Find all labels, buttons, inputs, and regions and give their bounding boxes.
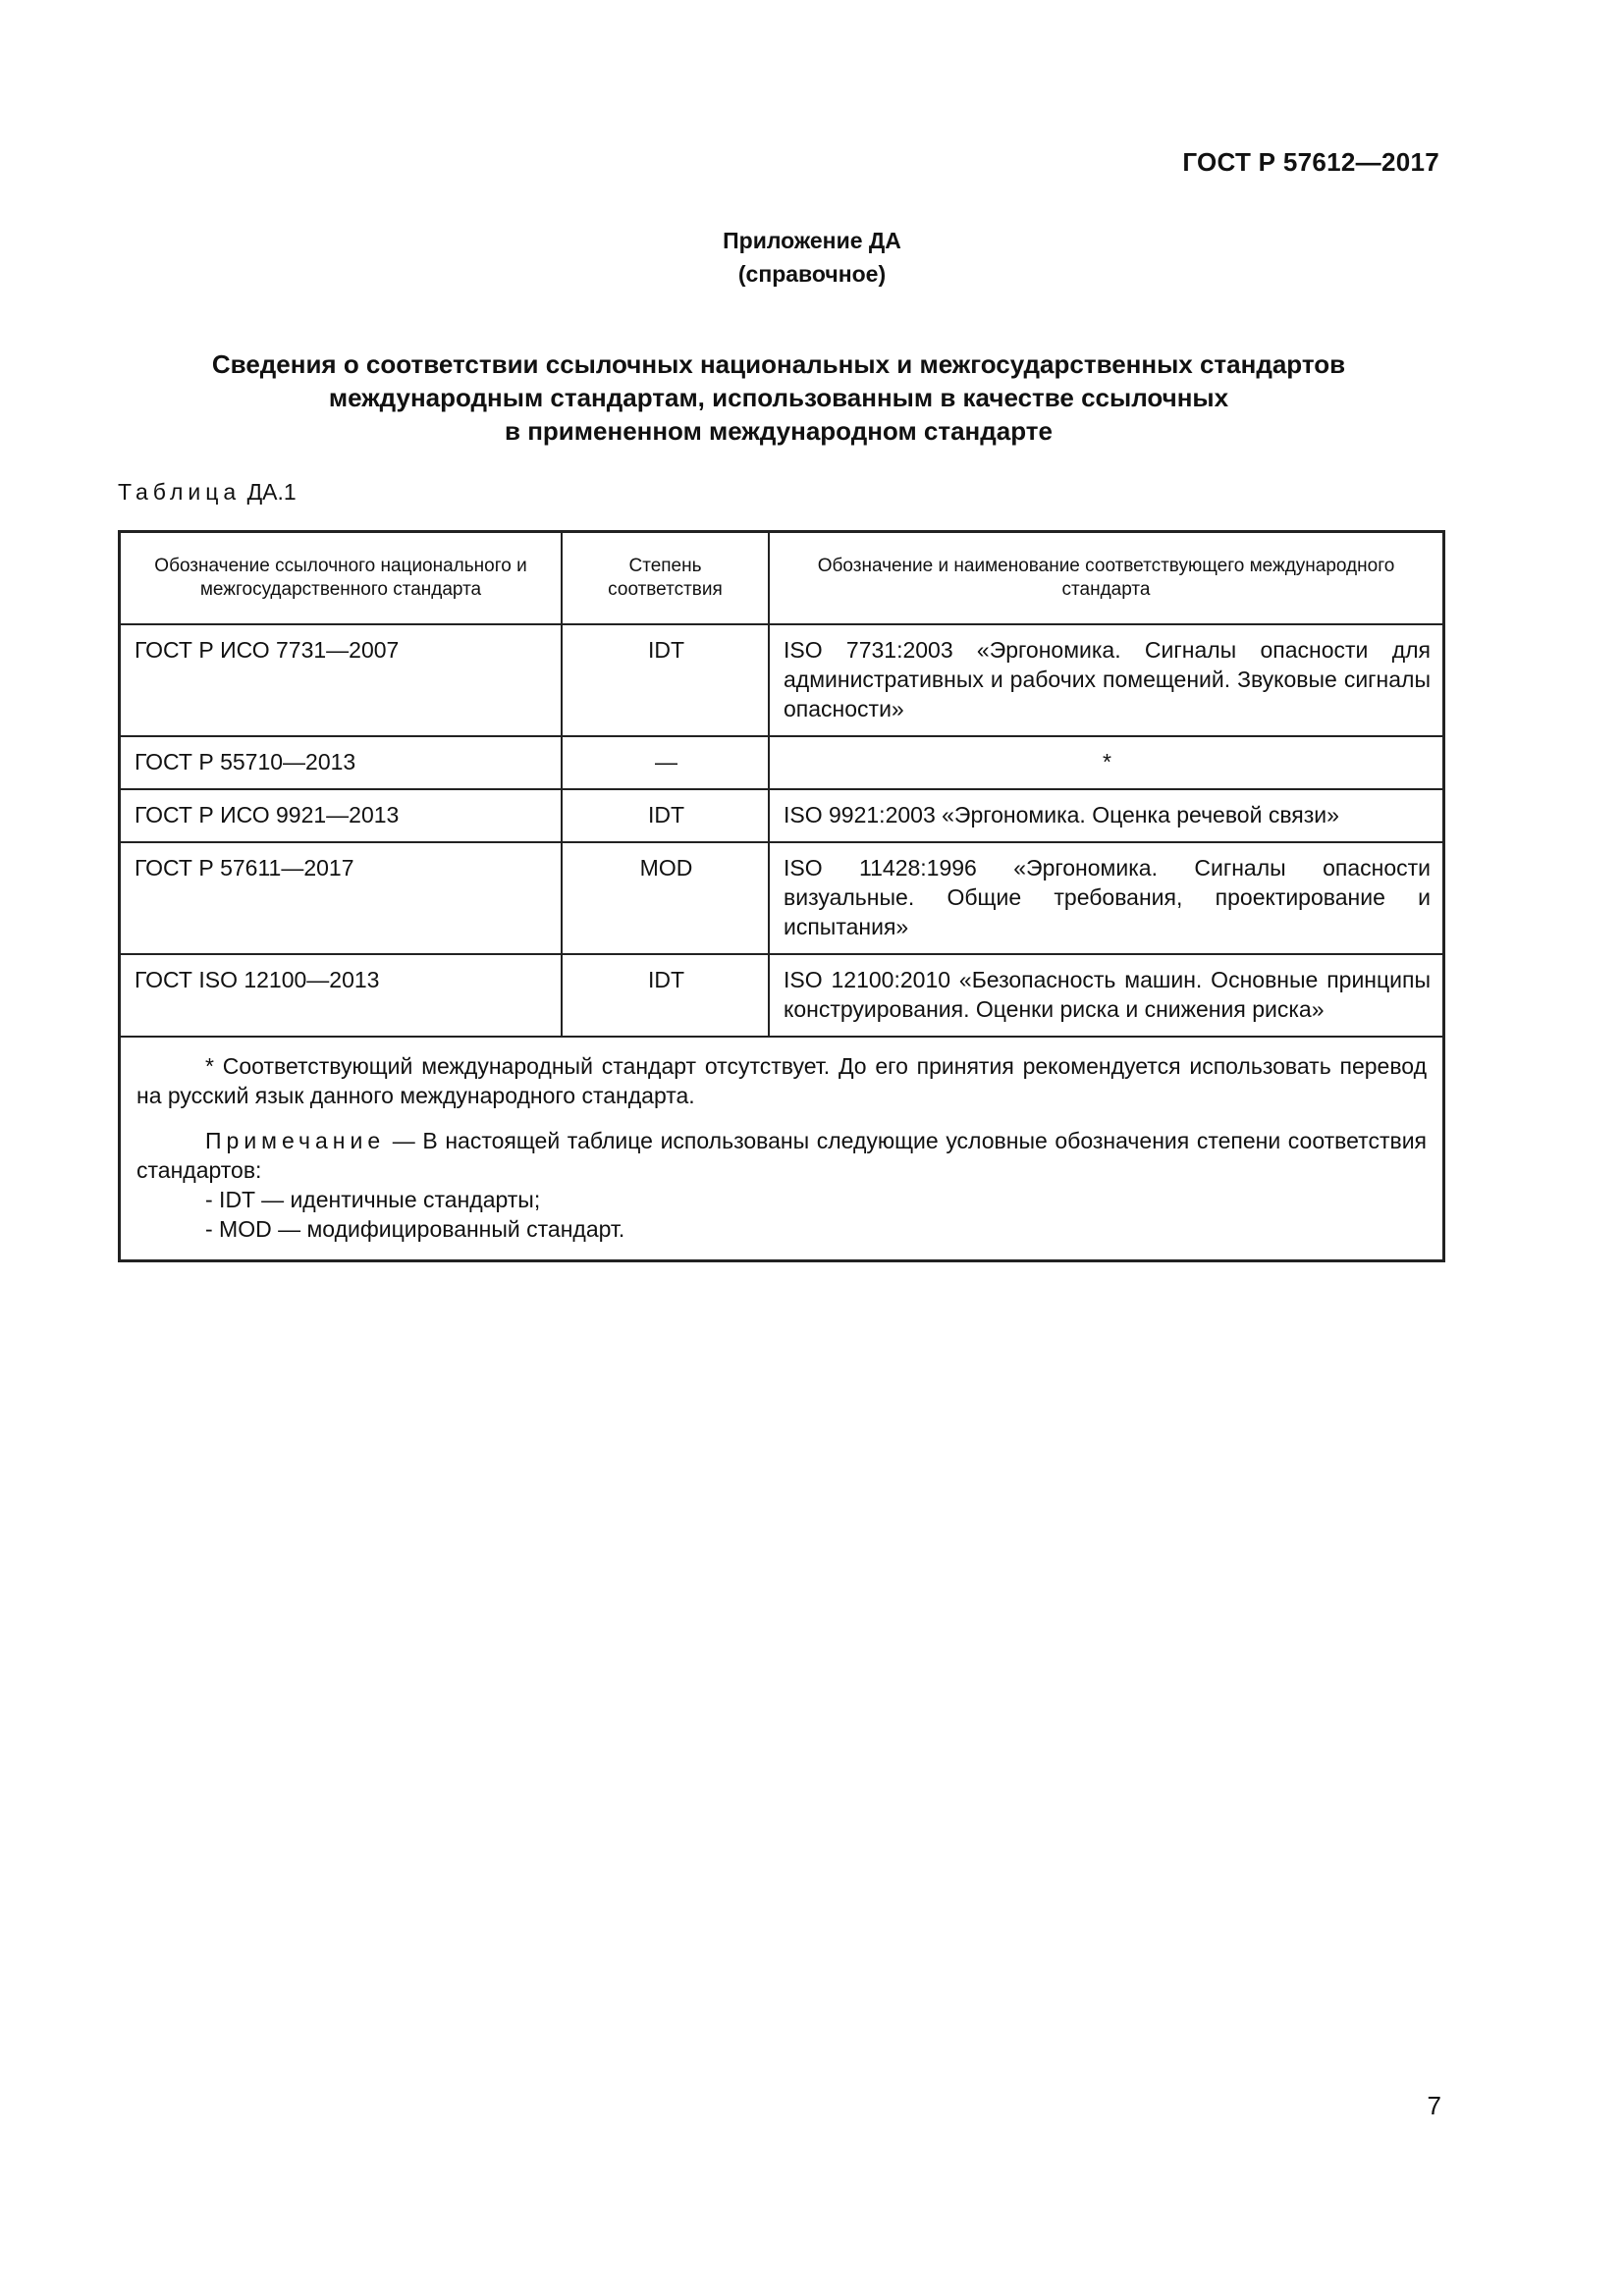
cell-designation: ГОСТ Р 57611—2017 [120,842,563,954]
cell-international: * [769,736,1444,789]
cell-designation: ГОСТ ISO 12100—2013 [120,954,563,1037]
cell-international: ISO 7731:2003 «Эргономика. Сигналы опасности для административных и рабочих помещений. Звуковые сигналы опасности» [769,624,1444,736]
table-caption-word: Таблица [118,479,242,505]
header-international: Обозначение и наименование соответствующего международного стандарта [769,532,1444,625]
table-row [120,842,1444,954]
table-row [120,954,1444,1037]
cell-international: ISO 9921:2003 «Эргономика. Оценка речевой связи» [769,789,1444,842]
cell-designation: ГОСТ Р ИСО 9921—2013 [120,789,563,842]
legend-item: - MOD — модифицированный стандарт. [205,1216,625,1242]
cell-international: ISO 11428:1996 «Эргономика. Сигналы опасности визуальные. Общие требования, проектирование и испытания» [769,842,1444,954]
cell-degree: IDT [562,624,769,736]
header-degree: Степень соответствия [562,532,769,625]
cell-designation: ГОСТ Р ИСО 7731—2007 [120,624,563,736]
table-header-row [120,532,1444,625]
footnote: * Соответствующий международный стандарт отсутствует. До его принятия рекомендуется использовать перевод на русский язык данного международного стандарта. [136,1053,1427,1108]
legend-item: - IDT — идентичные стандарты; [205,1187,541,1212]
page-number: 7 [1427,2091,1441,2120]
annex-title: Приложение ДА [723,228,901,253]
annex-heading [0,224,1624,291]
document-code: ГОСТ Р 57612—2017 [1182,147,1439,177]
cell-degree: MOD [562,842,769,954]
standards-table [118,530,1445,1262]
table-notes-row [120,1037,1444,1261]
main-title-line: Сведения о соответствии ссылочных национальных и межгосударственных стандартов [211,349,1346,379]
table-row [120,789,1444,842]
note-text: — В настоящей таблице использованы следующие условные обозначения степени соответствия стандартов: [136,1128,1427,1183]
cell-degree: — [562,736,769,789]
annex-subtitle: (справочное) [737,261,887,287]
note-label: Примечание [205,1128,386,1153]
note-paragraph [136,1126,1427,1185]
cell-degree: IDT [562,789,769,842]
main-title [118,347,1439,448]
cell-designation: ГОСТ Р 55710—2013 [120,736,563,789]
table-notes [120,1037,1444,1261]
header-designation: Обозначение ссылочного национального и межгосударственного стандарта [120,532,563,625]
table-caption [118,479,297,506]
main-title-line: международным стандартам, использованным в качестве ссылочных [328,383,1229,412]
table-caption-number: ДА.1 [246,479,297,505]
cell-international: ISO 12100:2010 «Безопасность машин. Основные принципы конструирования. Оценки риска и снижения риска» [769,954,1444,1037]
table-row [120,736,1444,789]
cell-degree: IDT [562,954,769,1037]
table-row [120,624,1444,736]
main-title-line: в примененном международном стандарте [505,416,1053,446]
